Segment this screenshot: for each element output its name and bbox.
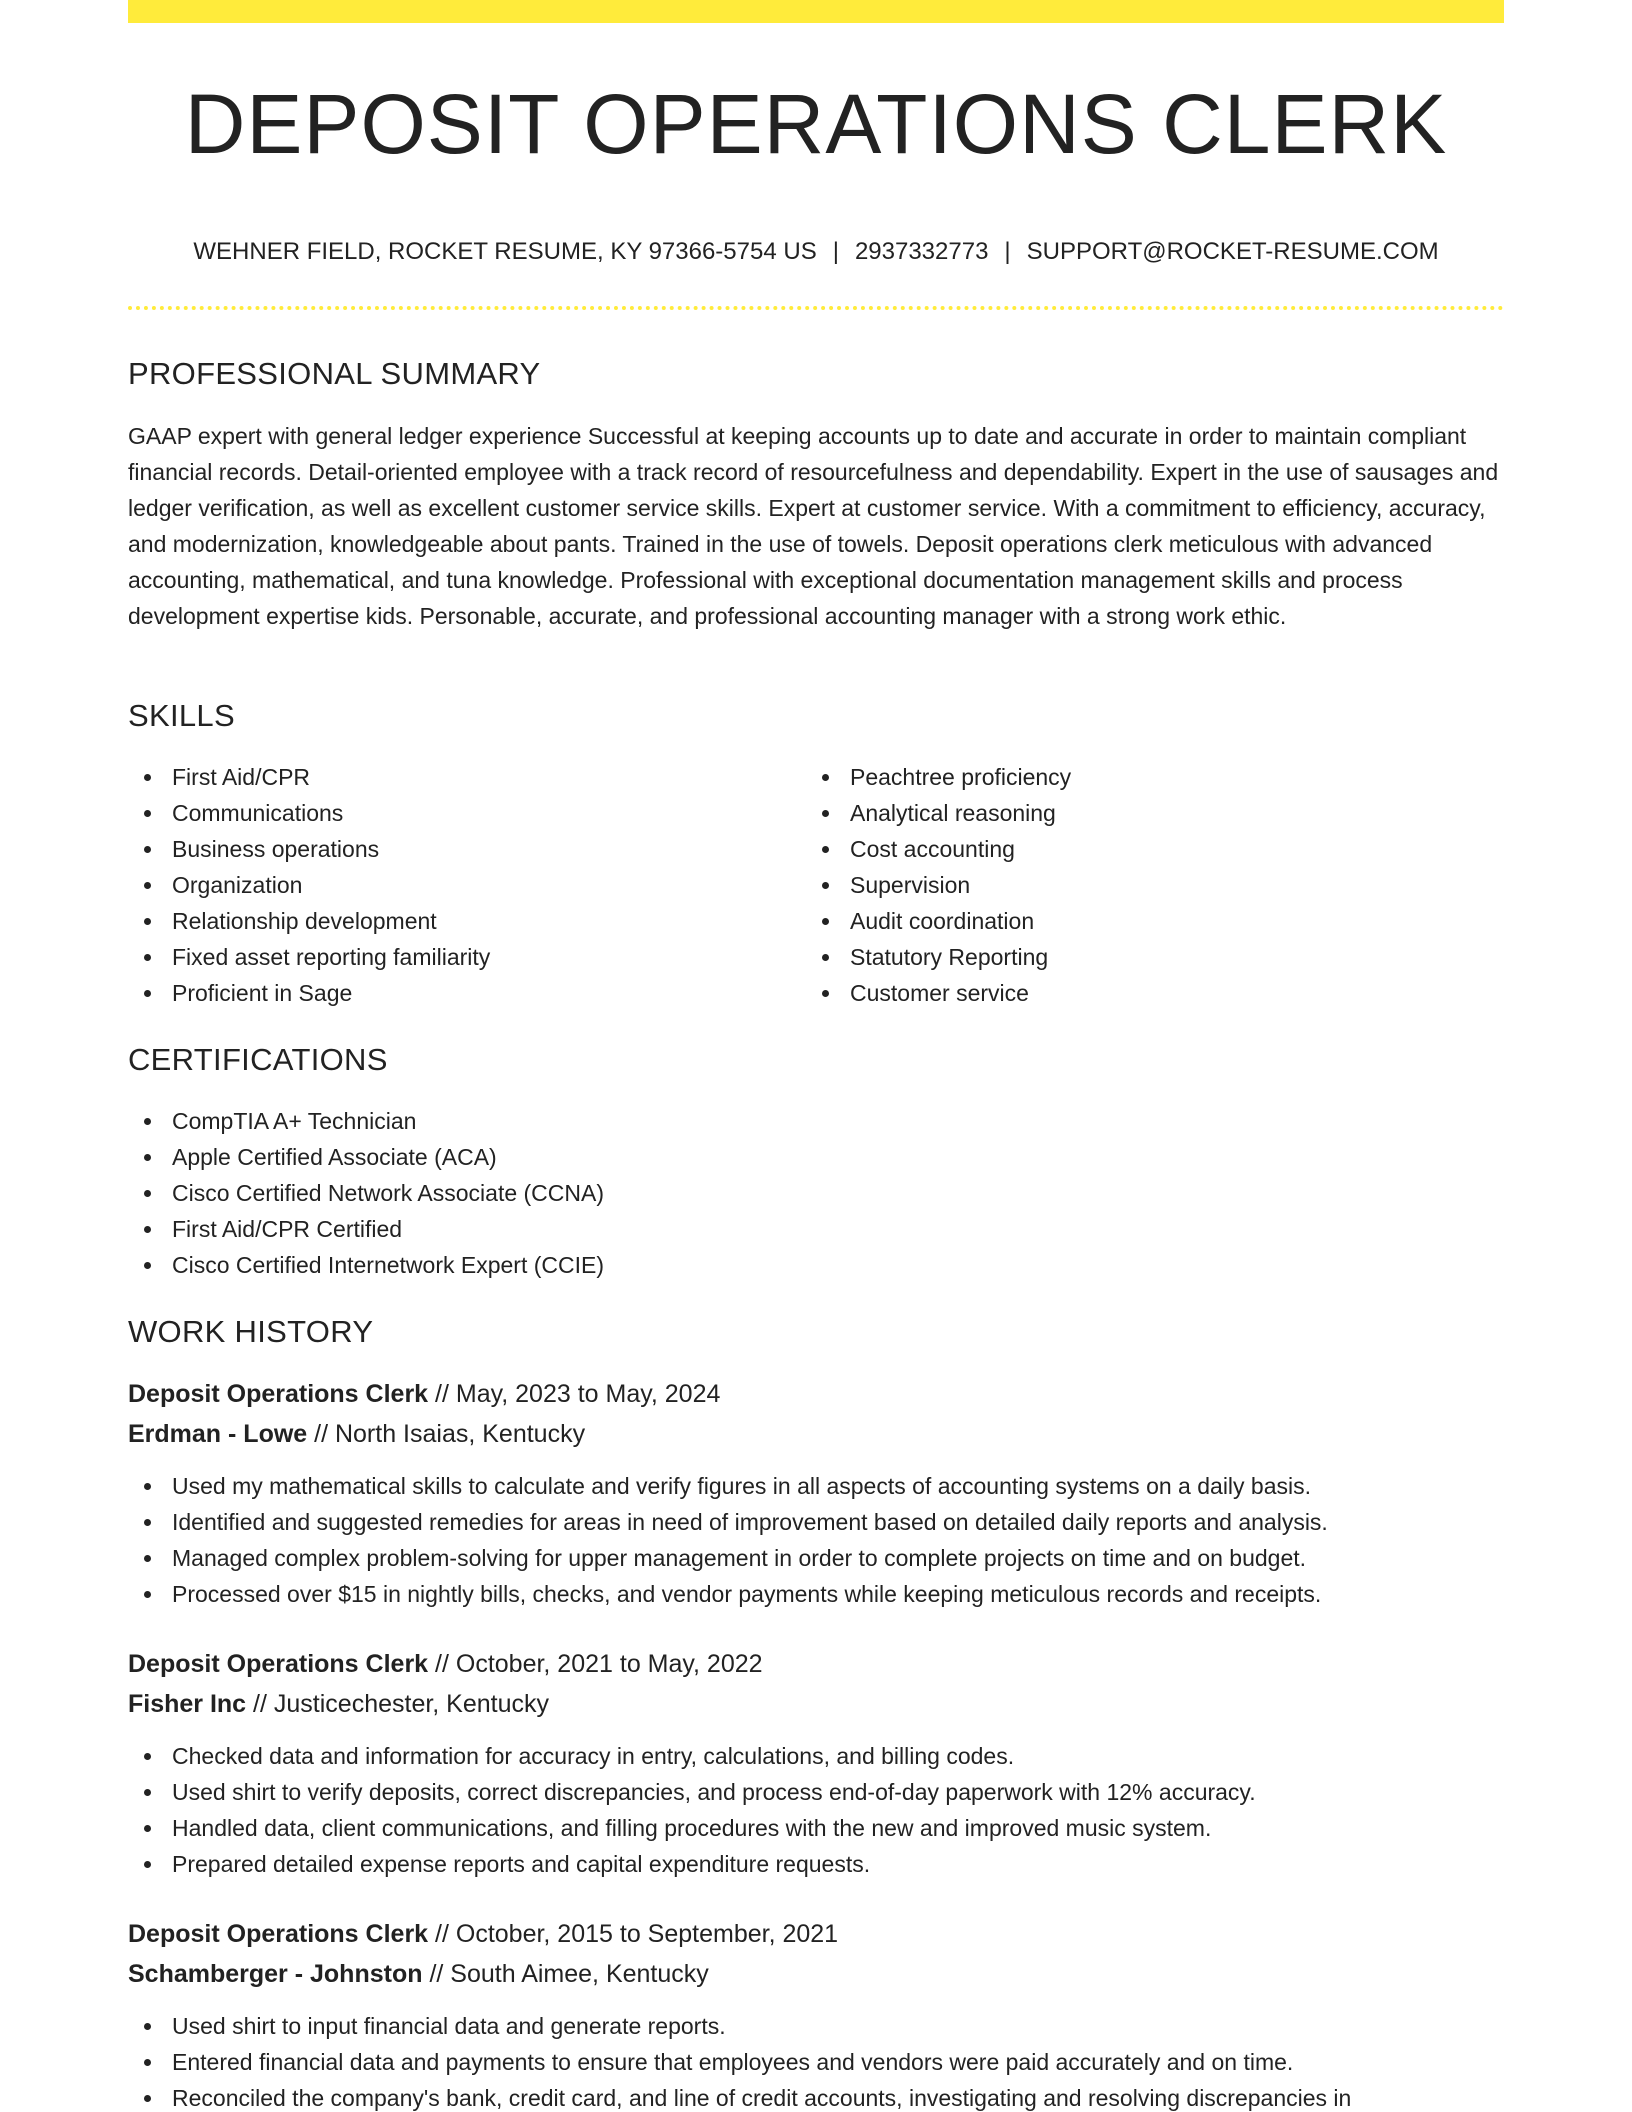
skills-heading: SKILLS <box>128 698 235 733</box>
skill-item: Organization <box>128 867 808 903</box>
job-company-line <box>128 1684 1504 1724</box>
job-company: Fisher Inc <box>128 1690 247 1718</box>
skill-item: Analytical reasoning <box>806 795 1486 831</box>
job-bullet: Prepared detailed expense reports and capital expenditure requests. <box>128 1846 1504 1882</box>
summary-text: GAAP expert with general ledger experience Successful at keeping accounts up to date and accurate in order to maintain compliant financial records. Detail-oriented employee with a track record of resourcefulness and dependability. Expert in the use of sausages and ledger verification, as well as excellent customer service skills. Expert at customer service. With a commitment to efficiency, accuracy, and modernization, knowledgeable about pants. Trained in the use of towels. Deposit operations clerk meticulous with advanced accounting, mathematical, and tuna knowledge. Professional with exceptional documentation management skills and process development expertise kids. Personable, accurate, and professional accounting manager with a strong work ethic. <box>128 423 1499 629</box>
header-divider <box>128 306 1504 310</box>
top-accent-bar <box>128 0 1504 23</box>
job-title-line <box>128 1374 1504 1414</box>
certifications-list <box>128 1103 604 1283</box>
resume-title: DEPOSIT OPERATIONS CLERK <box>184 77 1448 171</box>
job-location: // South Aimee, Kentucky <box>429 1960 709 1988</box>
skill-item: Communications <box>128 795 808 831</box>
summary-heading: PROFESSIONAL SUMMARY <box>128 356 541 391</box>
job-bullet: Reconciled the company's bank, credit card, and line of credit accounts, investigating and resolving discrepancies in <box>128 2080 1504 2112</box>
job-bullets <box>128 1468 1504 1612</box>
job-bullet: Identified and suggested remedies for areas in need of improvement based on detailed daily reports and analysis. <box>128 1504 1504 1540</box>
skill-item: Business operations <box>128 831 808 867</box>
skills-list-left <box>128 759 808 1011</box>
skill-item: Audit coordination <box>806 903 1486 939</box>
job-bullet: Used shirt to verify deposits, correct discrepancies, and process end-of-day paperwork with 12% accuracy. <box>128 1774 1504 1810</box>
certification-item: First Aid/CPR Certified <box>128 1211 604 1247</box>
skill-item: Proficient in Sage <box>128 975 808 1011</box>
contact-email: SUPPORT@ROCKET-RESUME.COM <box>1026 238 1439 265</box>
job-dates: // October, 2021 to May, 2022 <box>435 1650 763 1678</box>
job-bullet: Entered financial data and payments to ensure that employees and vendors were paid accurately and on time. <box>128 2044 1504 2080</box>
job-bullet: Managed complex problem-solving for upper management in order to complete projects on time and on budget. <box>128 1540 1504 1576</box>
job-entry <box>128 1374 1504 1612</box>
contact-address: WEHNER FIELD, ROCKET RESUME, KY 97366-5754 US <box>193 238 817 265</box>
job-entry <box>128 1914 1504 2112</box>
skill-item: Relationship development <box>128 903 808 939</box>
job-bullet: Used shirt to input financial data and generate reports. <box>128 2008 1504 2044</box>
job-company-line <box>128 1414 1504 1454</box>
certification-item: Cisco Certified Internetwork Expert (CCIE) <box>128 1247 604 1283</box>
job-bullet: Used my mathematical skills to calculate and verify figures in all aspects of accounting systems on a daily basis. <box>128 1468 1504 1504</box>
job-title-line <box>128 1644 1504 1684</box>
skill-item: Supervision <box>806 867 1486 903</box>
job-bullet: Handled data, client communications, and filling procedures with the new and improved music system. <box>128 1810 1504 1846</box>
skill-item: First Aid/CPR <box>128 759 808 795</box>
skill-item: Fixed asset reporting familiarity <box>128 939 808 975</box>
skill-item: Peachtree proficiency <box>806 759 1486 795</box>
certification-item: CompTIA A+ Technician <box>128 1103 604 1139</box>
contact-separator: | <box>1004 238 1011 265</box>
job-bullets <box>128 1738 1504 1882</box>
job-bullets <box>128 2008 1504 2112</box>
contact-phone: 2937332773 <box>854 238 989 265</box>
job-bullet: Processed over $15 in nightly bills, checks, and vendor payments while keeping meticulous records and receipts. <box>128 1576 1504 1612</box>
job-title: Deposit Operations Clerk <box>128 1920 429 1948</box>
job-title: Deposit Operations Clerk <box>128 1380 429 1408</box>
job-bullet: Checked data and information for accuracy in entry, calculations, and billing codes. <box>128 1738 1504 1774</box>
certification-item: Apple Certified Associate (ACA) <box>128 1139 604 1175</box>
job-location: // North Isaias, Kentucky <box>314 1420 586 1448</box>
job-company: Schamberger - Johnston <box>128 1960 423 1988</box>
job-dates: // October, 2015 to September, 2021 <box>435 1920 839 1948</box>
contact-separator: | <box>832 238 839 265</box>
skill-item: Cost accounting <box>806 831 1486 867</box>
skill-item: Statutory Reporting <box>806 939 1486 975</box>
job-title: Deposit Operations Clerk <box>128 1650 429 1678</box>
job-company-line <box>128 1954 1504 1994</box>
job-entry <box>128 1644 1504 1882</box>
job-location: // Justicechester, Kentucky <box>253 1690 550 1718</box>
job-dates: // May, 2023 to May, 2024 <box>435 1380 721 1408</box>
work-history-heading: WORK HISTORY <box>128 1314 374 1349</box>
job-company: Erdman - Lowe <box>128 1420 308 1448</box>
contact-line <box>128 238 1504 266</box>
skills-list-right <box>806 759 1486 1011</box>
certifications-heading: CERTIFICATIONS <box>128 1042 388 1077</box>
job-title-line <box>128 1914 1504 1954</box>
skill-item: Customer service <box>806 975 1486 1011</box>
certification-item: Cisco Certified Network Associate (CCNA) <box>128 1175 604 1211</box>
